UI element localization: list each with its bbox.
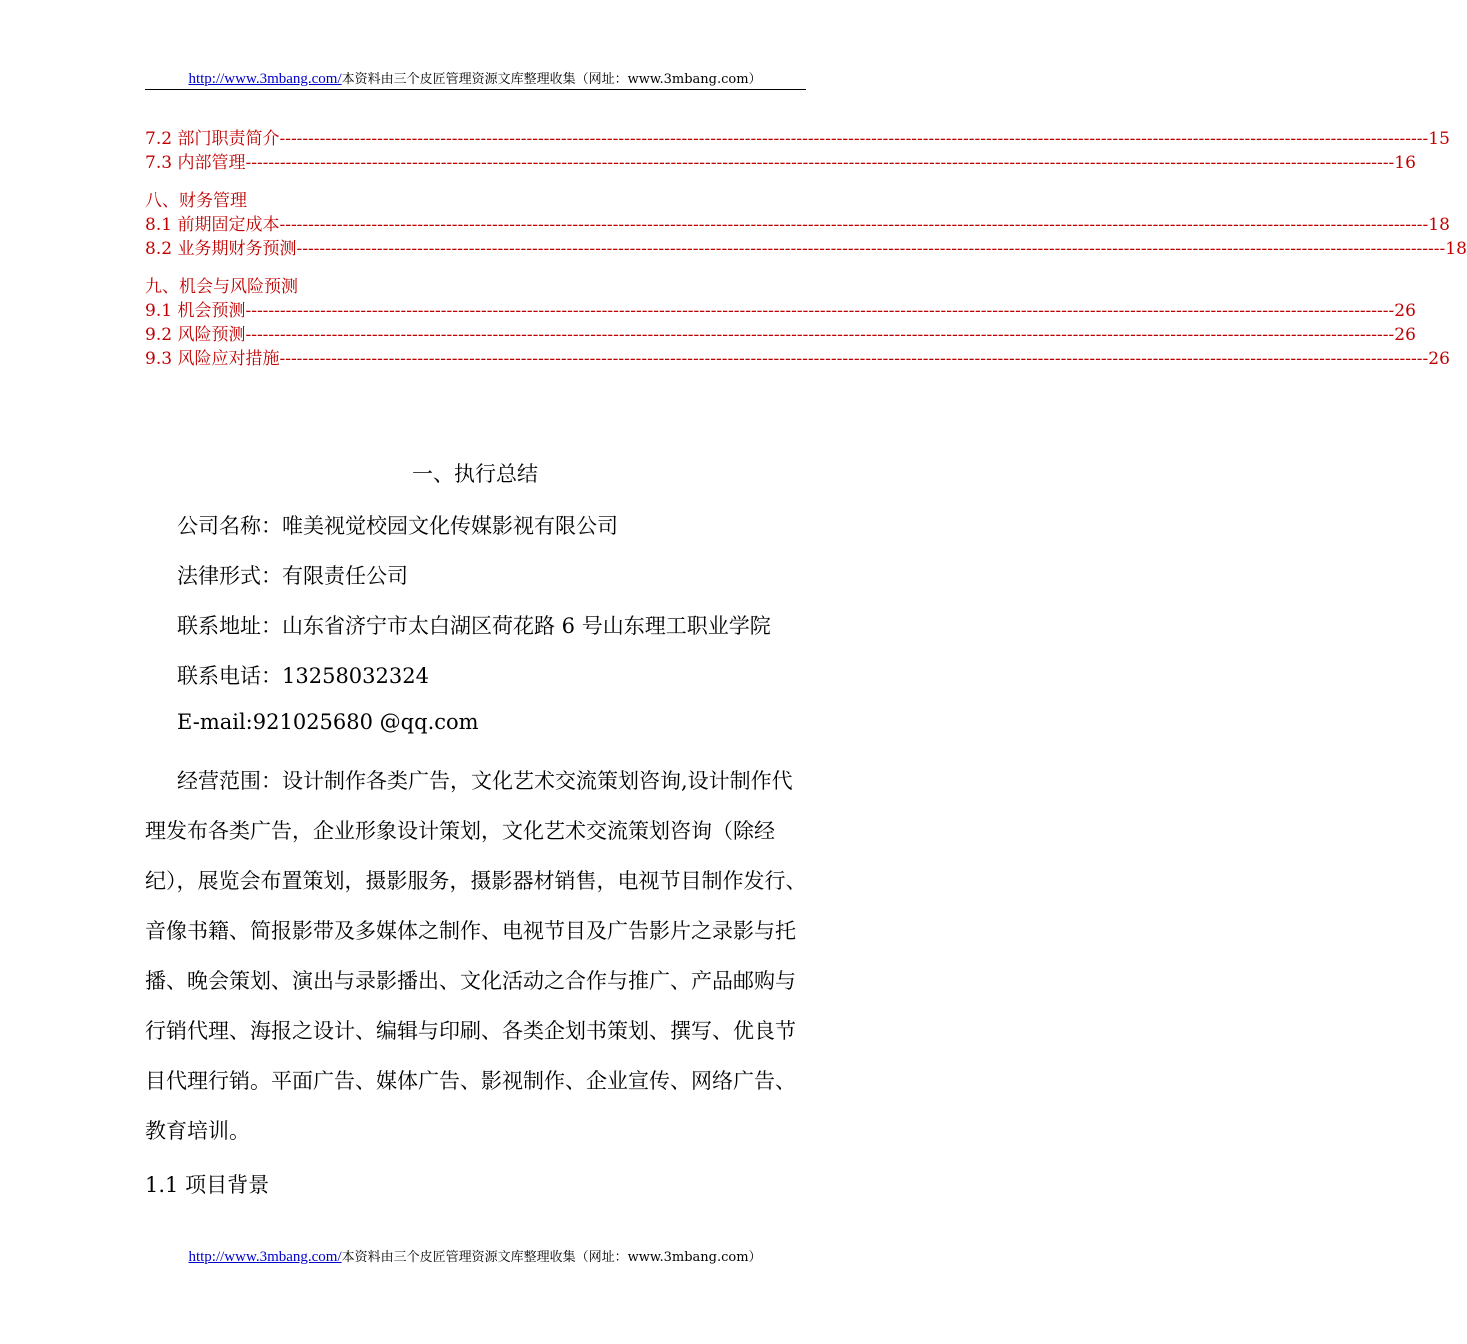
footer-text: 本资料由三个皮匠管理资源文库整理收集（网址：www.3mbang.com） — [341, 1250, 762, 1265]
header-text: 本资料由三个皮匠管理资源文库整理收集（网址：www.3mbang.com） — [341, 72, 762, 87]
section-title: 一、执行总结 — [412, 462, 538, 486]
legal-form: 法律形式：有限责任公司 — [177, 564, 408, 588]
toc-entry[interactable]: 7.2 部门职责简介 -------------------------------------------------------------------------------------------------------------------------------------------------------------------------------------------------------- 15 — [145, 129, 1450, 149]
toc-chapter-heading[interactable]: 八、财务管理 — [145, 191, 247, 211]
contact-address: 联系地址：山东省济宁市太白湖区荷花路 6 号山东理工职业学院 — [177, 614, 771, 638]
toc-leader: -------------------------------------------------------------------------------------------------------------------------------------------------------------------------------------------------------- — [245, 153, 1395, 173]
subsection-heading: 1.1 项目背景 — [145, 1173, 270, 1197]
toc-chapter-heading[interactable]: 九、机会与风险预测 — [145, 277, 298, 297]
footer-link[interactable]: http://www.3mbang.com/ — [188, 1249, 342, 1265]
toc-leader: -------------------------------------------------------------------------------------------------------------------------------------------------------------------------------------------------------- — [279, 215, 1429, 235]
toc-entry[interactable]: 9.1 机会预测 -------------------------------------------------------------------------------------------------------------------------------------------------------------------------------------------------------- 26 — [145, 301, 1416, 321]
toc-entry[interactable]: 8.1 前期固定成本 -------------------------------------------------------------------------------------------------------------------------------------------------------------------------------------------------------- 18 — [145, 215, 1450, 235]
toc-entry[interactable]: 9.3 风险应对措施 -------------------------------------------------------------------------------------------------------------------------------------------------------------------------------------------------------- 26 — [145, 349, 1450, 369]
toc-leader: -------------------------------------------------------------------------------------------------------------------------------------------------------------------------------------------------------- — [245, 325, 1395, 345]
toc-entry[interactable]: 9.2 风险预测 -------------------------------------------------------------------------------------------------------------------------------------------------------------------------------------------------------- 26 — [145, 325, 1416, 345]
header-divider — [145, 89, 806, 90]
business-scope: 经营范围：设计制作各类广告，文化艺术交流策划咨询,设计制作代理发布各类广告，企业形象设计策划，文化艺术交流策划咨询（除经纪），展览会布置策划，摄影服务，摄影器材销售，电视节目制作发行、音像书籍、简报影带及多媒体之制作、电视节目及广告影片之录影与托播、晚会策划、演出与录影播出、文化活动之合作与推广、产品邮购与行销代理、海报之设计、编辑与印刷、各类企划书策划、撰写、优良节目代理行销。平面广告、媒体广告、影视制作、企业宣传、网络广告、教育培训。 — [145, 769, 807, 1143]
toc-entry[interactable]: 8.2 业务期财务预测 -------------------------------------------------------------------------------------------------------------------------------------------------------------------------------------------------------- 18 — [145, 239, 1467, 259]
header-link[interactable]: http://www.3mbang.com/ — [188, 71, 342, 87]
page-footer — [0, 1246, 950, 1266]
contact-phone: 联系电话：13258032324 — [177, 664, 429, 688]
contact-email: E-mail:921025680 @qq.com — [177, 710, 479, 734]
toc-leader: -------------------------------------------------------------------------------------------------------------------------------------------------------------------------------------------------------- — [296, 239, 1446, 259]
toc-leader: -------------------------------------------------------------------------------------------------------------------------------------------------------------------------------------------------------- — [279, 349, 1429, 369]
table-of-contents — [145, 127, 1467, 371]
page-header — [0, 68, 950, 88]
toc-entry[interactable]: 7.3 内部管理 -------------------------------------------------------------------------------------------------------------------------------------------------------------------------------------------------------- 16 — [145, 153, 1416, 173]
toc-leader: -------------------------------------------------------------------------------------------------------------------------------------------------------------------------------------------------------- — [279, 129, 1429, 149]
toc-leader: -------------------------------------------------------------------------------------------------------------------------------------------------------------------------------------------------------- — [245, 301, 1395, 321]
company-name: 公司名称：唯美视觉校园文化传媒影视有限公司 — [177, 514, 618, 538]
